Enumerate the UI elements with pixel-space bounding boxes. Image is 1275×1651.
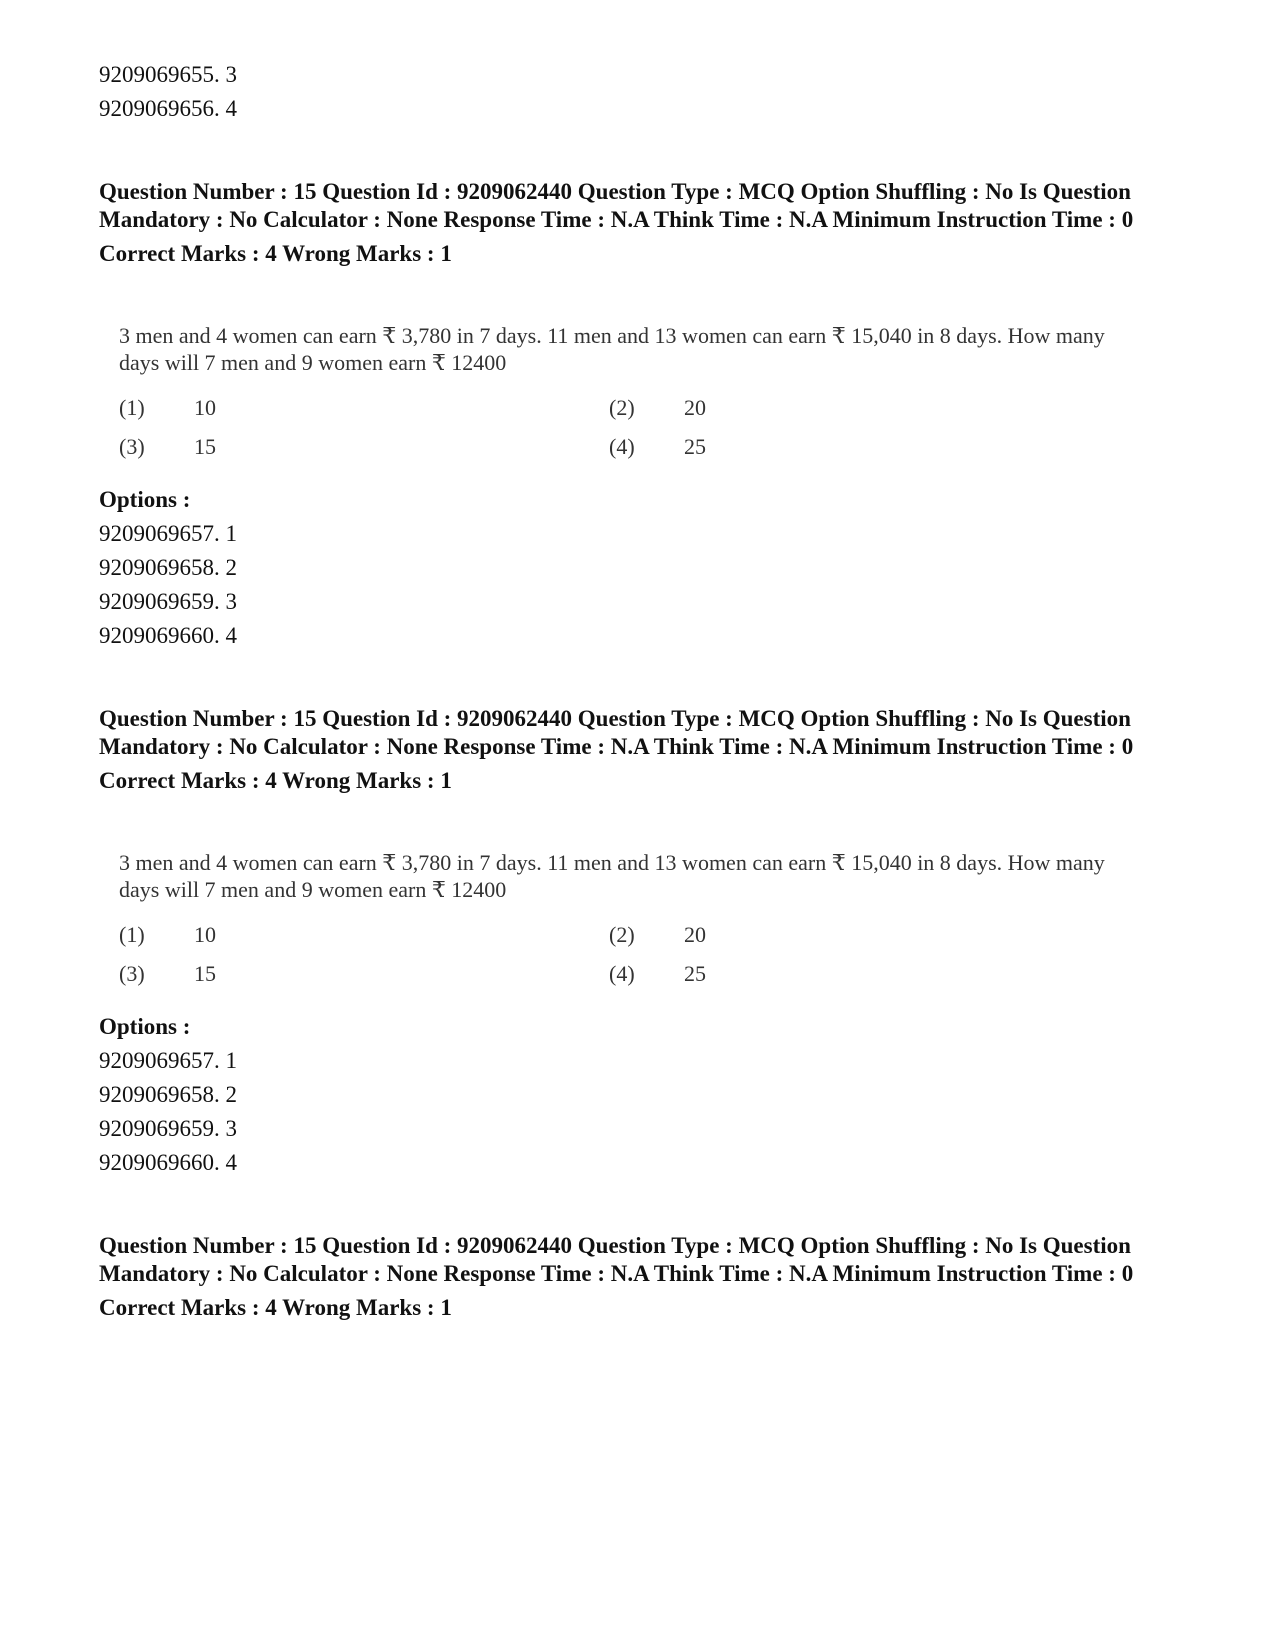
choice-value: 20 (684, 395, 706, 420)
choice-number: (3) (119, 434, 145, 459)
choice-number: (1) (119, 922, 145, 947)
choice-item (119, 921, 609, 949)
question-block (99, 1232, 1179, 1322)
marks-line: Correct Marks : 4 Wrong Marks : 1 (99, 768, 452, 793)
choice-item (119, 960, 609, 988)
question-block (99, 705, 1179, 1180)
option-line: 9209069656. 4 (99, 96, 237, 121)
choice-value: 10 (194, 922, 216, 947)
choice-value: 25 (684, 961, 706, 986)
options-heading: Options : (99, 487, 191, 512)
question-image-text (119, 322, 1179, 461)
question-header: Question Number : 15 Question Id : 9209062440 Question Type : MCQ Option Shuffling : No Is Question Mandatory : No Calculator : None Response Time : N.A Think Time : N.A Minimum Instruction Time : 0 (99, 1233, 1134, 1286)
choice-value: 10 (194, 395, 216, 420)
choice-value: 25 (684, 434, 706, 459)
choice-number: (4) (609, 961, 635, 986)
question-header: Question Number : 15 Question Id : 9209062440 Question Type : MCQ Option Shuffling : No Is Question Mandatory : No Calculator : None Response Time : N.A Think Time : N.A Minimum Instruction Time : 0 (99, 179, 1134, 232)
question-image-text (119, 849, 1179, 988)
choice-item (609, 433, 909, 461)
marks-line: Correct Marks : 4 Wrong Marks : 1 (99, 1295, 452, 1320)
choice-number: (4) (609, 434, 635, 459)
option-line: 9209069659. 3 (99, 1116, 237, 1141)
question-text: 3 men and 4 women can earn ₹ 3,780 in 7 days. 11 men and 13 women can earn ₹ 15,040 in 8 days. How many days will 7 men and 9 women earn ₹ 12400 (119, 323, 1105, 375)
choice-number: (2) (609, 922, 635, 947)
choice-number: (2) (609, 395, 635, 420)
document-page (99, 58, 1179, 1322)
top-options-list (99, 58, 1179, 126)
choice-item (119, 433, 609, 461)
option-line: 9209069660. 4 (99, 623, 237, 648)
option-line: 9209069655. 3 (99, 62, 237, 87)
choice-item (609, 394, 909, 422)
question-header: Question Number : 15 Question Id : 9209062440 Question Type : MCQ Option Shuffling : No Is Question Mandatory : No Calculator : None Response Time : N.A Think Time : N.A Minimum Instruction Time : 0 (99, 706, 1134, 759)
option-line: 9209069658. 2 (99, 555, 237, 580)
choice-item (609, 960, 909, 988)
choice-number: (1) (119, 395, 145, 420)
option-line: 9209069658. 2 (99, 1082, 237, 1107)
choices-grid (119, 921, 1179, 988)
choices-grid (119, 394, 1179, 461)
question-block (99, 178, 1179, 653)
option-line: 9209069657. 1 (99, 521, 237, 546)
choice-value: 20 (684, 922, 706, 947)
option-line: 9209069657. 1 (99, 1048, 237, 1073)
option-line: 9209069660. 4 (99, 1150, 237, 1175)
options-heading: Options : (99, 1014, 191, 1039)
option-line: 9209069659. 3 (99, 589, 237, 614)
marks-line: Correct Marks : 4 Wrong Marks : 1 (99, 241, 452, 266)
choice-value: 15 (194, 961, 216, 986)
choice-number: (3) (119, 961, 145, 986)
choice-item (609, 921, 909, 949)
choice-value: 15 (194, 434, 216, 459)
choice-item (119, 394, 609, 422)
question-text: 3 men and 4 women can earn ₹ 3,780 in 7 days. 11 men and 13 women can earn ₹ 15,040 in 8 days. How many days will 7 men and 9 women earn ₹ 12400 (119, 850, 1105, 902)
